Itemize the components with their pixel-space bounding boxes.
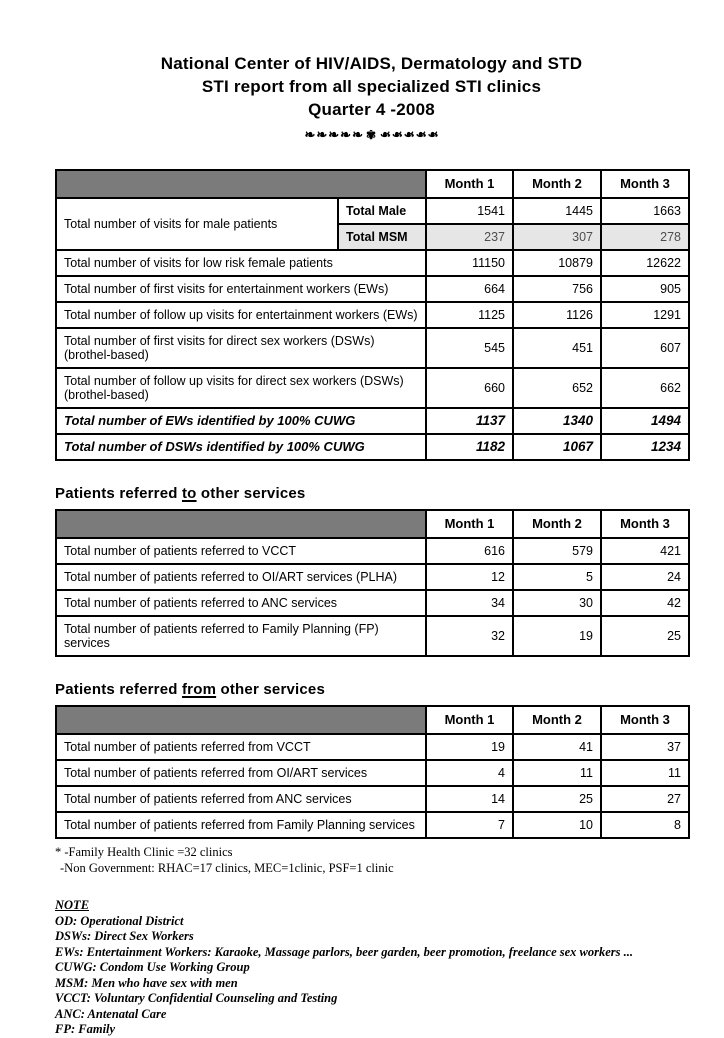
note-desc: Family: [75, 1022, 116, 1036]
month-3-header: Month 3: [601, 706, 689, 734]
value-cell: 1125: [426, 302, 513, 328]
table-row: [56, 538, 689, 564]
value-cell: 42: [601, 590, 689, 616]
table-row: [56, 250, 689, 276]
note-desc: Direct Sex Workers: [91, 929, 194, 943]
note-item-dsws: [55, 929, 688, 945]
row-label: Total number of patients referred to OI/ART services (PLHA): [56, 564, 426, 590]
sub-label-total-msm: Total MSM: [338, 224, 426, 250]
report-title-block: [55, 52, 688, 143]
note-desc: Entertainment Workers: Karaoke, Massage parlors, beer garden, beer promotion, freelance sex workers ...: [83, 944, 634, 959]
table-corner-cell: [56, 170, 426, 198]
value-cell: 579: [513, 538, 601, 564]
row-label: Total number of patients referred from OI/ART services: [56, 760, 426, 786]
table-corner-cell: [56, 510, 426, 538]
value-cell: 1340: [513, 408, 601, 434]
report-title-line-2: STI report from all specialized STI clinics: [201, 77, 542, 96]
row-label: Total number of patients referred from Family Planning services: [56, 812, 426, 838]
note-term: OD:: [55, 913, 78, 928]
sub-label-total-male: Total Male: [338, 198, 426, 224]
value-cell: 34: [426, 590, 513, 616]
value-cell: 1067: [513, 434, 601, 460]
heading-suffix: other services: [216, 681, 326, 698]
referred-from-header-row: [56, 706, 689, 734]
value-cell: 1445: [513, 198, 601, 224]
value-cell: 451: [513, 328, 601, 368]
report-title-line-3: Quarter 4 -2008: [308, 100, 435, 119]
table-row-dsws-cuwg: [56, 434, 689, 460]
month-2-header: Month 2: [513, 706, 601, 734]
note-term: EWs:: [55, 944, 84, 959]
note-item-fp: [55, 1022, 688, 1038]
value-cell: 616: [426, 538, 513, 564]
row-label: Total number of follow up visits for direct sex workers (DSWs) (brothel-based): [56, 368, 426, 408]
note-term: VCCT:: [55, 991, 91, 1005]
value-cell: 37: [601, 734, 689, 760]
value-cell: 10: [513, 812, 601, 838]
value-cell: 1663: [601, 198, 689, 224]
value-cell: 10879: [513, 250, 601, 276]
heading-suffix: other services: [196, 485, 306, 502]
heading-keyword-from: from: [181, 681, 217, 698]
note-desc: Voluntary Confidential Counseling and Testing: [90, 991, 338, 1005]
note-block: [55, 898, 688, 1038]
value-cell: 652: [513, 368, 601, 408]
note-desc: Antenatal Care: [84, 1006, 167, 1021]
note-term: DSWs:: [55, 929, 92, 943]
table-row: [56, 786, 689, 812]
month-1-header: Month 1: [426, 510, 513, 538]
note-term: ANC:: [55, 1006, 85, 1021]
note-desc: Condom Use Working Group: [96, 960, 250, 974]
table-row: [56, 276, 689, 302]
table-row: [56, 368, 689, 408]
footnotes: [55, 844, 688, 876]
footnote-line-1: * -Family Health Clinic =32 clinics: [55, 845, 233, 859]
note-item-anc: [55, 1007, 688, 1023]
row-label: Total number of patients referred from VCCT: [56, 734, 426, 760]
value-cell: 11: [513, 760, 601, 786]
value-cell: 7: [426, 812, 513, 838]
value-cell: 1494: [601, 408, 689, 434]
value-cell: 19: [426, 734, 513, 760]
table-row: [56, 812, 689, 838]
note-term: CUWG:: [55, 960, 97, 974]
referred-to-table: [55, 509, 690, 657]
value-cell: 1126: [513, 302, 601, 328]
report-title-line-1: National Center of HIV/AIDS, Dermatology and STD: [160, 54, 583, 73]
value-cell: 545: [426, 328, 513, 368]
note-item-cuwg: [55, 960, 688, 976]
row-label: Total number of visits for low risk female patients: [56, 250, 426, 276]
note-item-od: [55, 914, 688, 930]
table-row: [56, 734, 689, 760]
note-item-ews: [55, 945, 688, 961]
row-label: Total number of patients referred to ANC services: [56, 590, 426, 616]
row-label: Total number of first visits for entertainment workers (EWs): [56, 276, 426, 302]
value-cell: 8: [601, 812, 689, 838]
row-label: Total number of patients referred to VCCT: [56, 538, 426, 564]
value-cell: 12: [426, 564, 513, 590]
heading-keyword-to: to: [181, 485, 197, 502]
value-cell: 27: [601, 786, 689, 812]
ornament-left-fleurons: ❧❧❧❧❧: [304, 127, 364, 142]
row-label-male-patients: Total number of visits for male patients: [56, 198, 338, 250]
footnote-line-2: -Non Government: RHAC=17 clinics, MEC=1clinic, PSF=1 clinic: [60, 861, 394, 875]
table-row: [56, 760, 689, 786]
table-row-ews-cuwg: [56, 408, 689, 434]
note-desc: Men who have sex with men: [88, 975, 238, 990]
month-1-header: Month 1: [426, 706, 513, 734]
value-cell: 32: [426, 616, 513, 656]
value-cell: 24: [601, 564, 689, 590]
month-3-header: Month 3: [601, 510, 689, 538]
month-1-header: Month 1: [426, 170, 513, 198]
table-row-total-male: [56, 198, 689, 224]
note-desc: Operational District: [77, 913, 184, 928]
referred-from-table: [55, 705, 690, 839]
visits-header-row: [56, 170, 689, 198]
table-row: [56, 302, 689, 328]
note-item-msm: [55, 976, 688, 992]
heading-prefix: Patients referred: [55, 681, 182, 698]
value-cell: 662: [601, 368, 689, 408]
value-cell: 1137: [426, 408, 513, 434]
value-cell: 4: [426, 760, 513, 786]
month-3-header: Month 3: [601, 170, 689, 198]
visits-table: [55, 169, 690, 461]
value-cell: 1182: [426, 434, 513, 460]
value-cell: 1234: [601, 434, 689, 460]
value-cell: 1291: [601, 302, 689, 328]
row-label: Total number of follow up visits for entertainment workers (EWs): [56, 302, 426, 328]
value-cell: 25: [513, 786, 601, 812]
value-cell: 25: [601, 616, 689, 656]
section-heading-referred-to: [55, 485, 688, 502]
note-heading: NOTE: [55, 898, 90, 912]
table-row: [56, 590, 689, 616]
row-label: Total number of patients referred to Family Planning (FP) services: [56, 616, 426, 656]
value-cell: 30: [513, 590, 601, 616]
value-cell: 664: [426, 276, 513, 302]
ornament-right-fleurons: ❧❧❧❧❧: [379, 127, 439, 142]
value-cell: 756: [513, 276, 601, 302]
row-label: Total number of EWs identified by 100% CUWG: [56, 408, 426, 434]
row-label: Total number of first visits for direct sex workers (DSWs) (brothel-based): [56, 328, 426, 368]
table-row: [56, 616, 689, 656]
value-cell: 12622: [601, 250, 689, 276]
note-term: MSM:: [55, 975, 89, 990]
value-cell: 11: [601, 760, 689, 786]
month-2-header: Month 2: [513, 510, 601, 538]
table-row: [56, 564, 689, 590]
row-label: Total number of patients referred from ANC services: [56, 786, 426, 812]
value-cell: 11150: [426, 250, 513, 276]
value-cell: 41: [513, 734, 601, 760]
value-cell: 1541: [426, 198, 513, 224]
value-cell: 607: [601, 328, 689, 368]
referred-to-header-row: [56, 510, 689, 538]
value-cell: 660: [426, 368, 513, 408]
value-cell: 905: [601, 276, 689, 302]
value-cell: 307: [513, 224, 601, 250]
value-cell: 19: [513, 616, 601, 656]
month-2-header: Month 2: [513, 170, 601, 198]
table-corner-cell: [56, 706, 426, 734]
table-row: [56, 328, 689, 368]
value-cell: 5: [513, 564, 601, 590]
value-cell: 14: [426, 786, 513, 812]
note-item-vcct: [55, 991, 688, 1007]
flower-icon: ✾: [365, 128, 378, 142]
ornament-divider: [55, 127, 688, 143]
note-term: FP:: [55, 1022, 76, 1036]
section-heading-referred-from: [55, 681, 688, 698]
row-label: Total number of DSWs identified by 100% CUWG: [56, 434, 426, 460]
value-cell: 237: [426, 224, 513, 250]
value-cell: 278: [601, 224, 689, 250]
value-cell: 421: [601, 538, 689, 564]
heading-prefix: Patients referred: [55, 485, 182, 502]
